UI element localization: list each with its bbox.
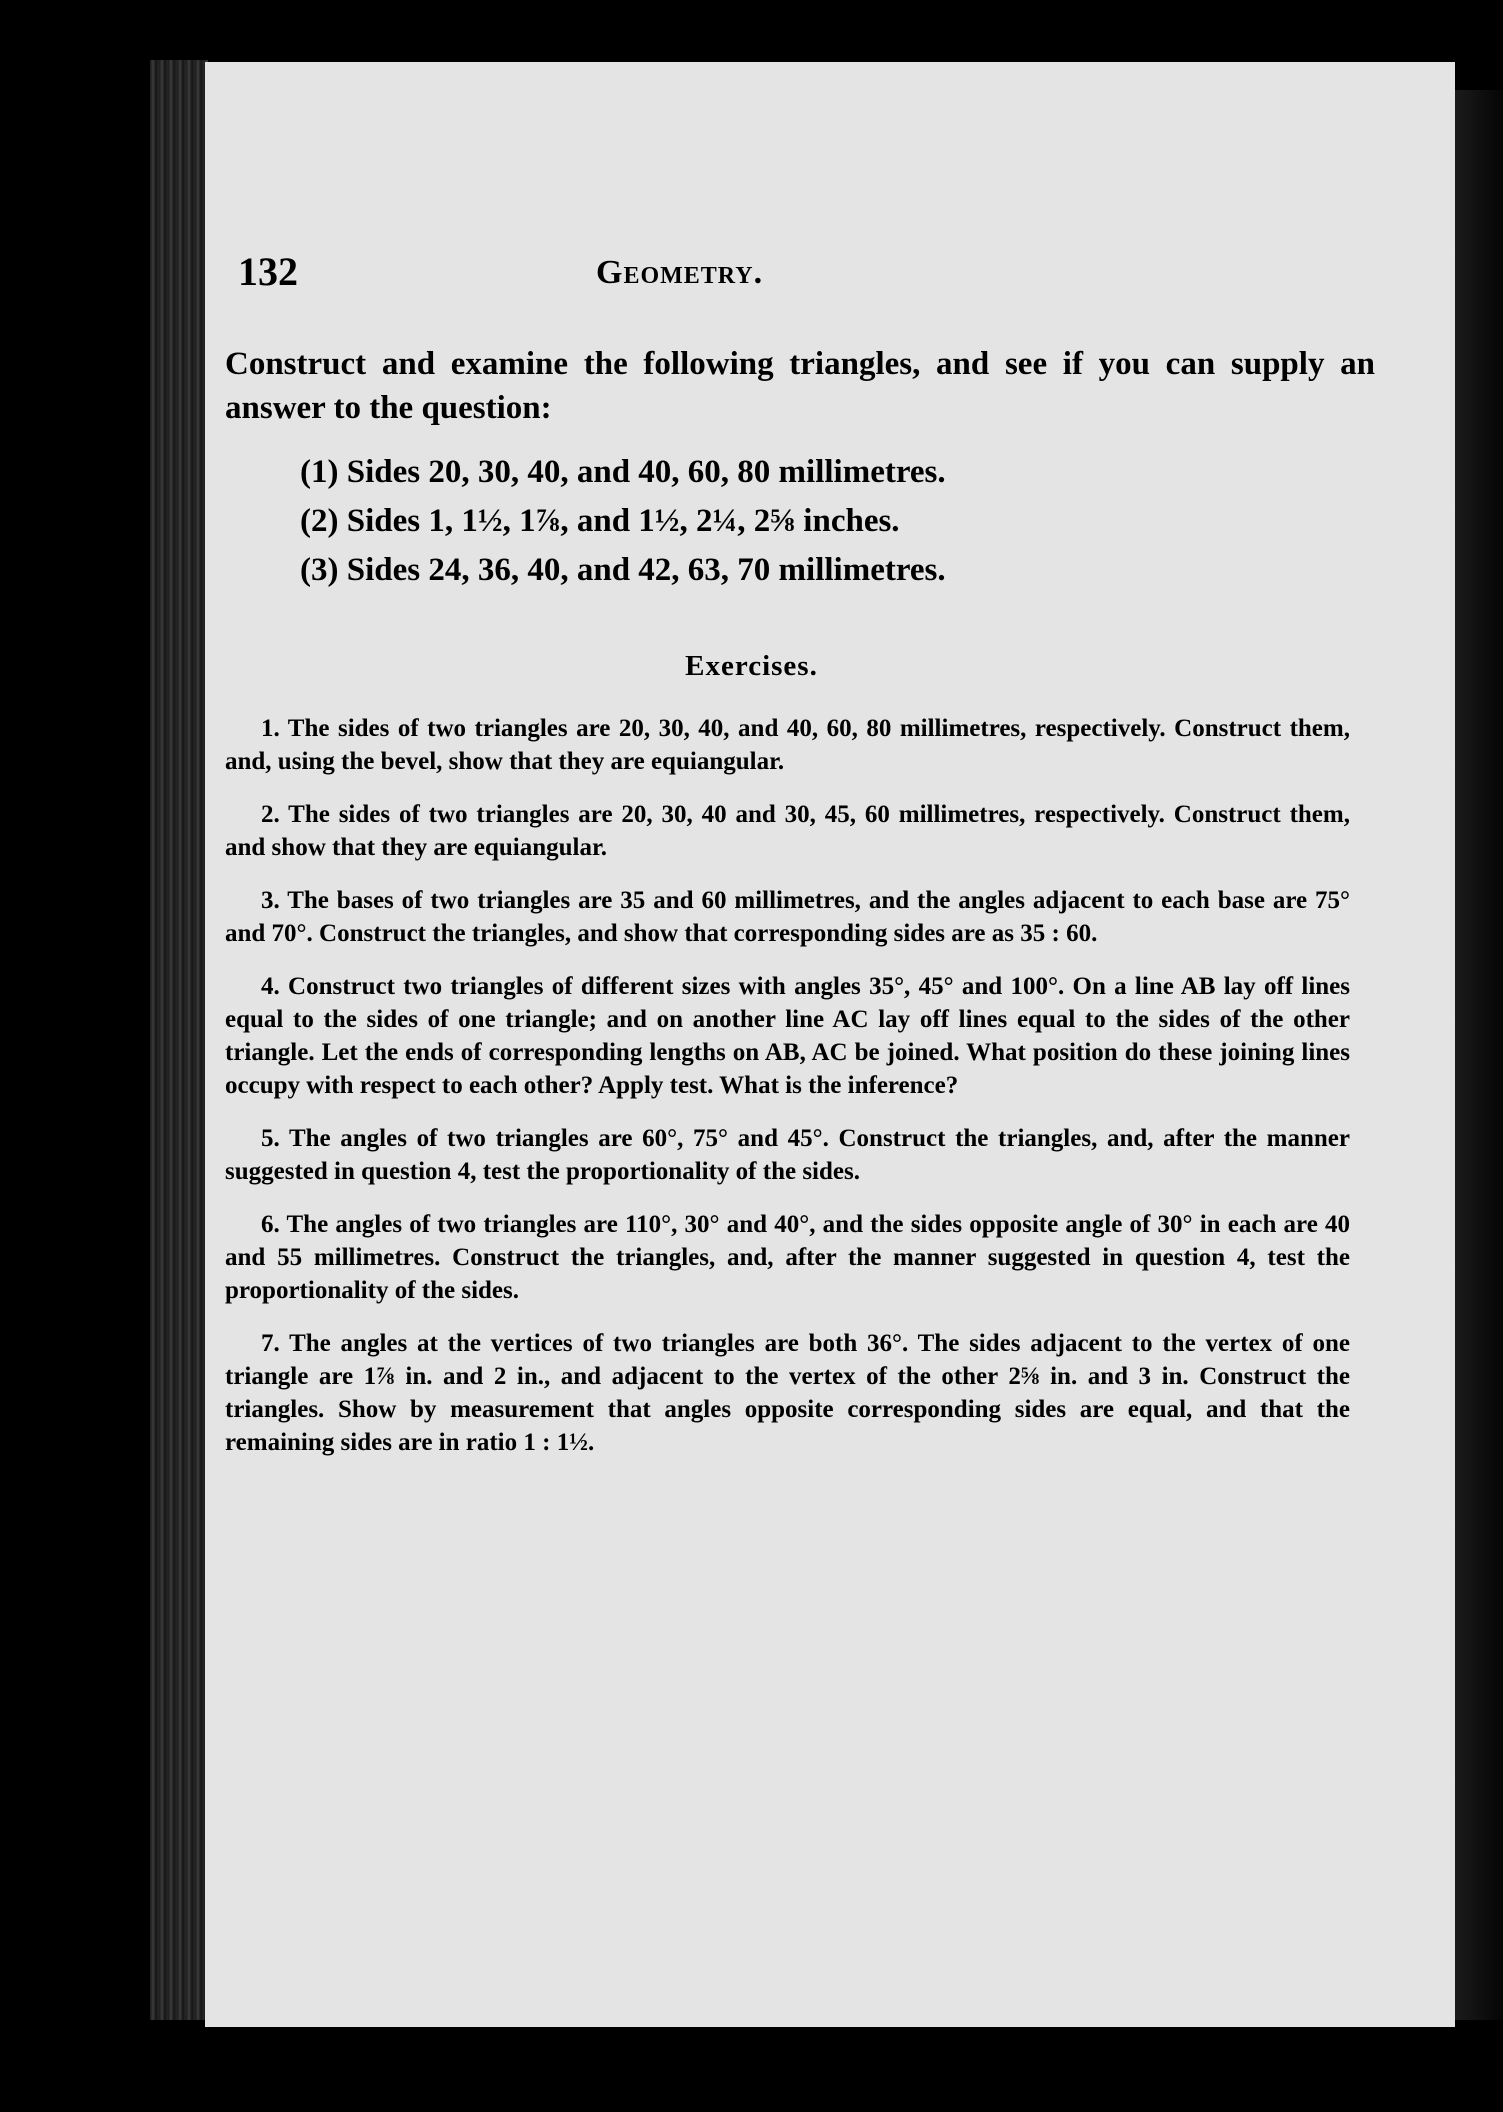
exercise-number: 3. <box>261 887 280 914</box>
exercise-number: 4. <box>261 973 280 1000</box>
exercise-item <box>225 970 1350 1102</box>
exercise-number: 6. <box>261 1211 280 1238</box>
triangle-cases-list <box>300 448 1360 595</box>
exercise-text: The angles of two triangles are 60°, 75° and 45°. Construct the triangles, and, after the manner suggested in question 4, test the proportionality of the sides. <box>225 1125 1350 1185</box>
exercise-number: 7. <box>261 1330 280 1357</box>
exercise-text: The angles of two triangles are 110°, 30° and 40°, and the sides opposite angle of 30° in each are 40 and 55 millimetres. Construct the triangles, and, after the manner suggested in question 4, test the proportionality of the sides. <box>225 1211 1350 1304</box>
case-item: (2) Sides 1, 1½, 1⅞, and 1½, 2¼, 2⅝ inches. <box>300 503 900 539</box>
page-edge-shadow <box>1455 90 1503 2020</box>
page-number: 132 <box>238 249 298 294</box>
exercise-text: Construct two triangles of different sizes with angles 35°, 45° and 100°. On a line AB lay off lines equal to the sides of one triangle; and on another line AC lay off lines equal to the sides of the other triangle. Let the ends of corresponding lengths on AB, AC be joined. What position do these joining lines occupy with respect to each other? Apply test. What is the inference? <box>225 973 1351 1099</box>
exercises-list <box>225 712 1350 1479</box>
exercise-item <box>225 1208 1350 1307</box>
running-head <box>238 182 1258 294</box>
exercise-text: The sides of two triangles are 20, 30, 40 and 30, 45, 60 millimetres, respectively. Construct them, and show that they are equiangular. <box>225 801 1350 861</box>
exercise-item <box>225 1122 1350 1188</box>
case-item: (1) Sides 20, 30, 40, and 40, 60, 80 millimetres. <box>300 454 946 490</box>
exercise-item <box>225 1327 1350 1459</box>
intro-paragraph: Construct and examine the following triangles, and see if you can supply an answer to the question: <box>225 346 1375 426</box>
exercise-item <box>225 884 1350 950</box>
exercise-item <box>225 712 1350 778</box>
exercise-text: The angles at the vertices of two triangles are both 36°. The sides adjacent to the vertex of one triangle are 1⅞ in. and 2 in., and adjacent to the vertex of the other 2⅝ in. and 3 in. Construct the triangles. Show by measurement that angles opposite corresponding sides are equal, and that the remaining sides are in ratio 1 : 1½. <box>225 1330 1350 1456</box>
exercise-number: 5. <box>261 1125 280 1152</box>
exercise-item <box>225 798 1350 864</box>
exercise-text: The bases of two triangles are 35 and 60 millimetres, and the angles adjacent to each base are 75° and 70°. Construct the triangles, and show that corresponding sides are as 35 : 60. <box>225 887 1350 947</box>
exercises-heading: Exercises. <box>685 650 818 682</box>
book-spine <box>150 60 208 2020</box>
running-title: Geometry. <box>596 254 764 291</box>
exercise-number: 2. <box>261 801 280 828</box>
exercise-text: The sides of two triangles are 20, 30, 40, and 40, 60, 80 millimetres, respectively. Construct them, and, using the bevel, show that they are equiangular. <box>225 715 1350 775</box>
case-item: (3) Sides 24, 36, 40, and 42, 63, 70 millimetres. <box>300 552 946 588</box>
exercise-number: 1. <box>261 715 280 742</box>
